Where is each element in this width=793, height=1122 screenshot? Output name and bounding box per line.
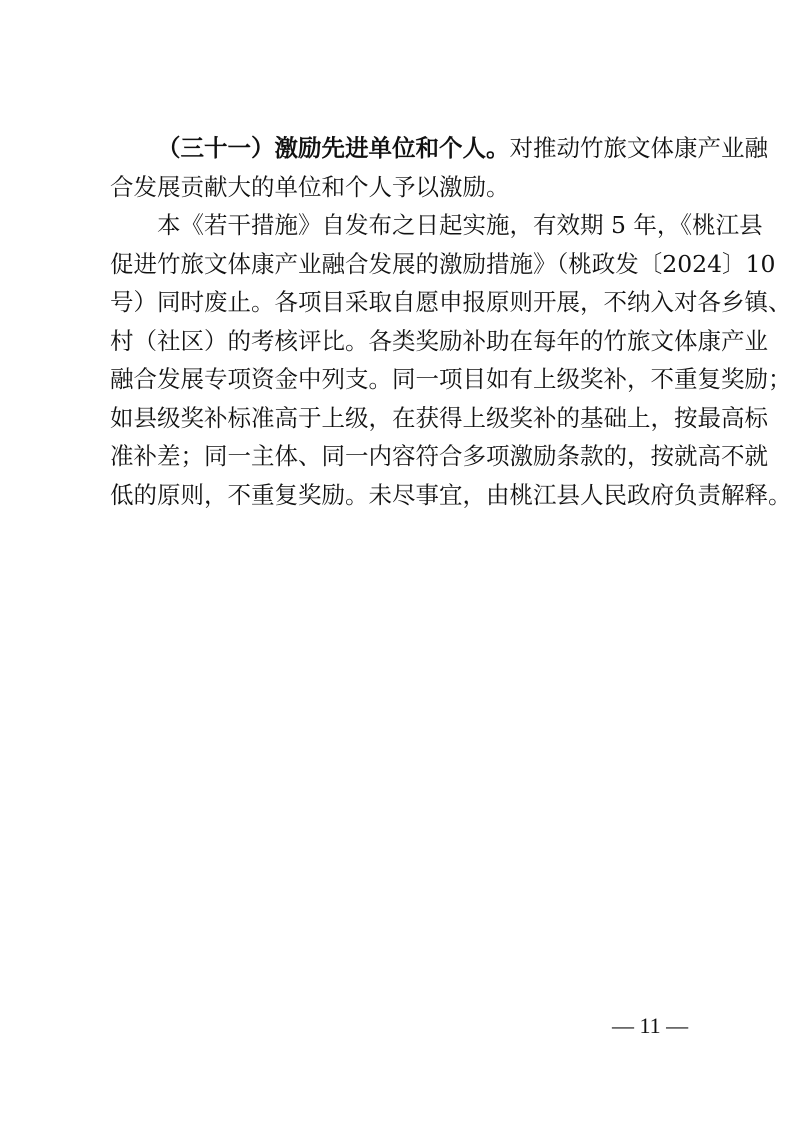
paragraph-line: 号）同时废止。各项目采取自愿申报原则开展，不纳入对各乡镇、 — [110, 288, 792, 316]
paragraph-line: 本《若干措施》自发布之日起实施，有效期 5 年，《桃江县 — [157, 211, 763, 239]
document-body — [110, 129, 792, 514]
paragraph-line: 合发展贡献大的单位和个人予以激励。 — [110, 172, 510, 201]
paragraph-line — [110, 129, 768, 168]
paragraph-line: 低的原则，不重复奖励。未尽事宜，由桃江县人民政府负责解释。 — [110, 480, 792, 509]
paragraph-article-31 — [110, 129, 768, 206]
paragraph-line: 促进竹旅文体康产业融合发展的激励措施》（桃政发〔2024〕10 — [110, 249, 776, 278]
paragraph-line: 如县级奖补标准高于上级，在获得上级奖补的基础上，按最高标 — [110, 403, 768, 432]
page-number: — 11 — — [612, 1013, 689, 1038]
article-text: 对推动竹旅文体康产业融 — [509, 134, 768, 162]
paragraph-line: 准补差；同一主体、同一内容符合多项激励条款的，按就高不就 — [110, 442, 768, 470]
paragraph-line: 融合发展专项资金中列支。同一项目如有上级奖补，不重复奖励； — [110, 365, 792, 393]
paragraph-line: 村（社区）的考核评比。各类奖励补助在每年的竹旅文体康产业 — [110, 326, 768, 355]
paragraph-implementation — [110, 206, 792, 514]
article-heading: （三十一）激励先进单位和个人。 — [157, 134, 510, 162]
